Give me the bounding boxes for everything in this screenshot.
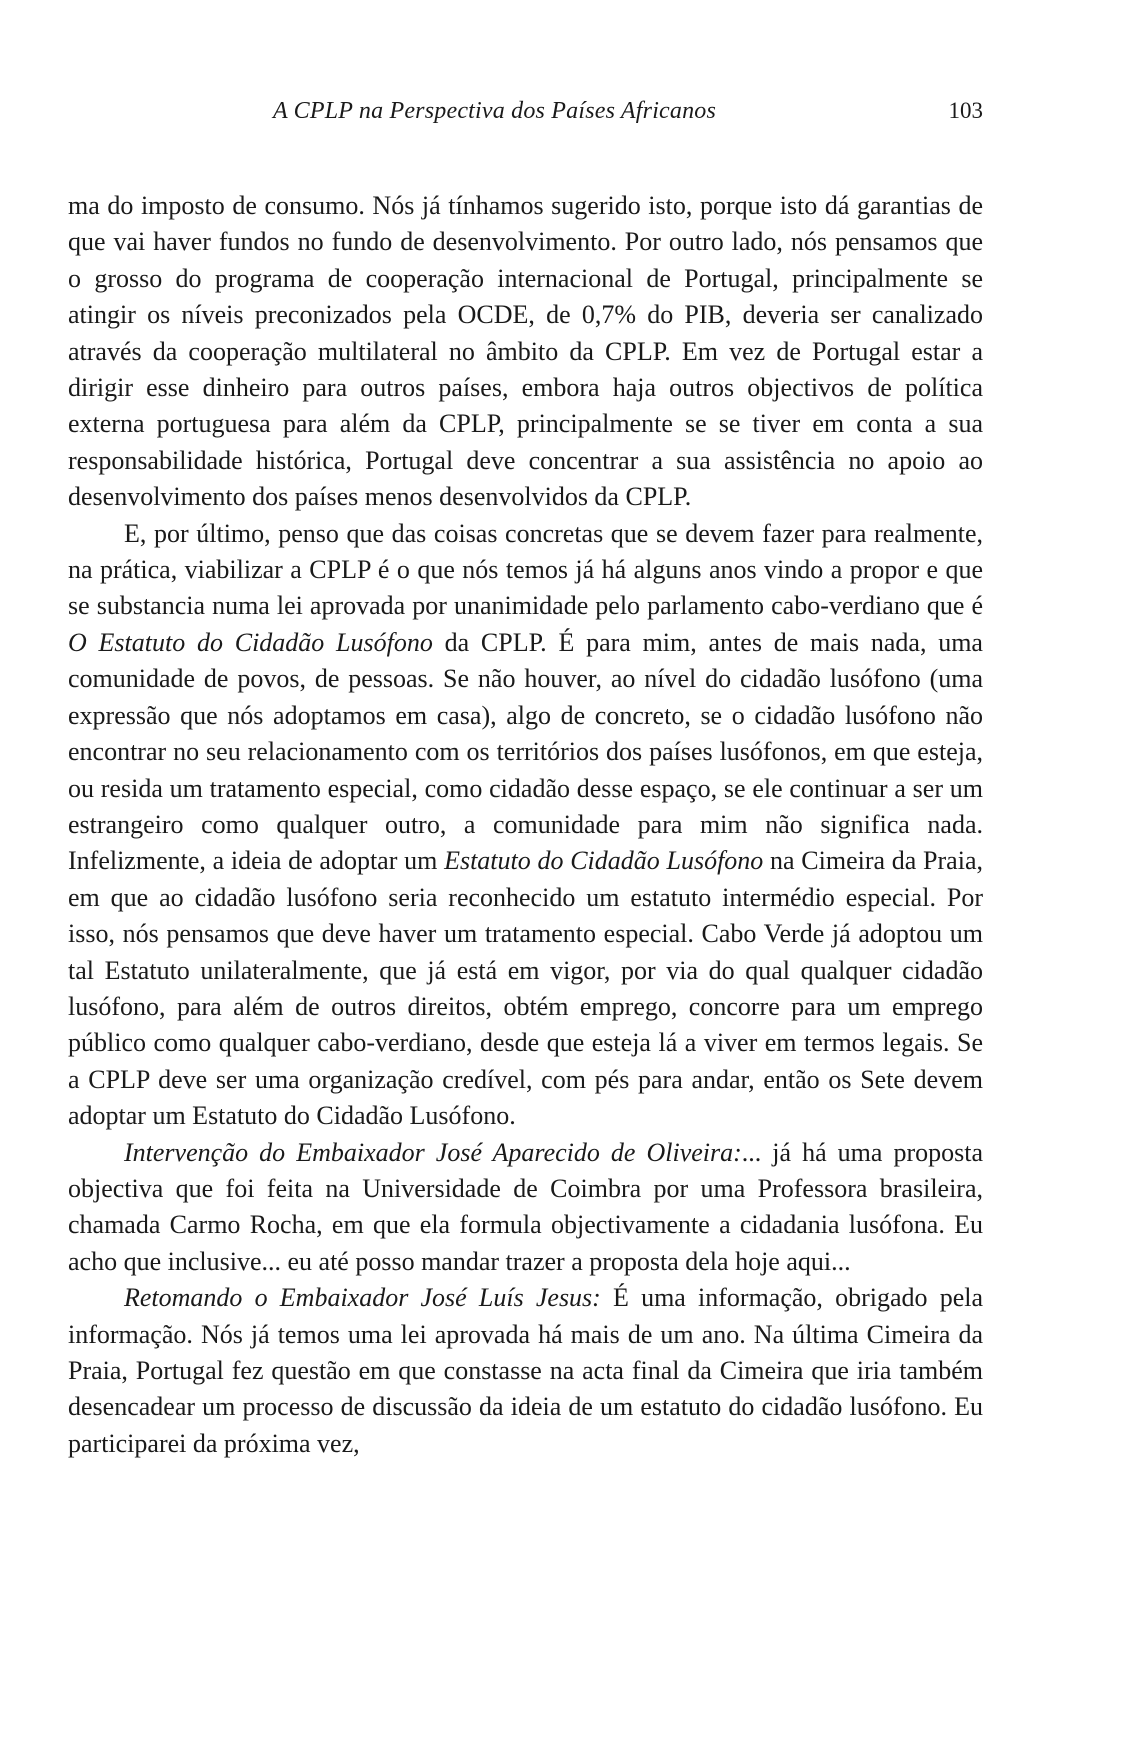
body-text xyxy=(68,188,983,1462)
paragraph xyxy=(68,188,983,516)
italic-title: O Estatuto do Cidadão Lusófono xyxy=(68,627,433,657)
paragraph-text: da CPLP. É para mim, antes de mais nada, uma comunidade de povos, de pessoas. Se não houver, ao nível do cidadão lusófono (uma expressão que nós adoptamos em casa), algo de concreto, se o cidadão lusófono não encontrar no seu relacionamento com os territórios dos países lusófonos, em que esteja, ou resida um tratamento especial, como cidadão desse espaço, se ele continuar a ser um estrangeiro como qualquer outro, a comunidade para mim não significa nada. Infelizmente, a ideia de adoptar um xyxy=(68,627,983,876)
paragraph xyxy=(68,1280,983,1462)
paragraph-text: na Cimeira da Praia, em que ao cidadão lusófono seria reconhecido um estatuto intermédio especial. Por isso, nós pensamos que deve haver um tratamento especial. Cabo Verde já adoptou um tal Estatuto unilateralmente, que já está em vigor, por via do qual qualquer cidadão lusófono, para além de outros direitos, obtém emprego, concorre para um emprego público como qualquer cabo-verdiano, desde que esteja lá a viver em termos legais. Se a CPLP deve ser uma organização credível, com pés para andar, então os Sete devem adoptar um Estatuto do Cidadão Lusófono. xyxy=(68,846,983,1131)
speaker-label: Intervenção do Embaixador José Aparecido de Oliveira: xyxy=(124,1137,742,1167)
paragraph-text: ... já há uma proposta objectiva que foi feita na Universidade de Coimbra por uma Professora brasileira, chamada Carmo Rocha, em que ela formula objectivamente a cidadania lusófona. Eu acho que inclusive... eu até posso mandar trazer a proposta dela hoje aqui... xyxy=(68,1137,983,1276)
paragraph-text: E, por último, penso que das coisas concretas que se devem fazer para realmente, na prática, viabilizar a CPLP é o que nós temos já há alguns anos vindo a propor e que se substancia numa lei aprovada por unanimidade pelo parlamento cabo-verdiano que é xyxy=(68,518,983,621)
paragraph-text: É uma informação, obrigado pela informação. Nós já temos uma lei aprovada há mais de um ano. Na última Cimeira da Praia, Portugal fez questão em que constasse na acta final da Cimeira que iria também desencadear um processo de discussão da ideia de um estatuto do cidadão lusófono. Eu participarei da próxima vez, xyxy=(68,1283,983,1458)
paragraph xyxy=(68,516,983,1135)
paragraph-text: ma do imposto de consumo. Nós já tínhamos sugerido isto, porque isto dá garantias de que vai haver fundos no fundo de desenvolvimento. Por outro lado, nós pensamos que o grosso do programa de cooperação internacional de Portugal, principalmente se atingir os níveis preconizados pela OCDE, de 0,7% do PIB, deveria ser canalizado através da cooperação multilateral no âmbito da CPLP. Em vez de Portugal estar a dirigir esse dinheiro para outros países, embora haja outros objectivos de política externa portuguesa para além da CPLP, principalmente se se tiver em conta a sua responsabilidade histórica, Portugal deve concentrar a sua assistência no apoio ao desenvolvimento dos países menos desenvolvidos da CPLP. xyxy=(68,191,983,512)
running-title: A CPLP na Perspectiva dos Países Africanos xyxy=(273,98,717,124)
speaker-label: Retomando o Embaixador José Luís Jesus: xyxy=(124,1283,601,1313)
page-number: 103 xyxy=(948,98,983,123)
paragraph xyxy=(68,1135,983,1281)
running-header xyxy=(68,98,983,134)
italic-title: Estatuto do Cidadão Lusófono xyxy=(444,846,764,876)
